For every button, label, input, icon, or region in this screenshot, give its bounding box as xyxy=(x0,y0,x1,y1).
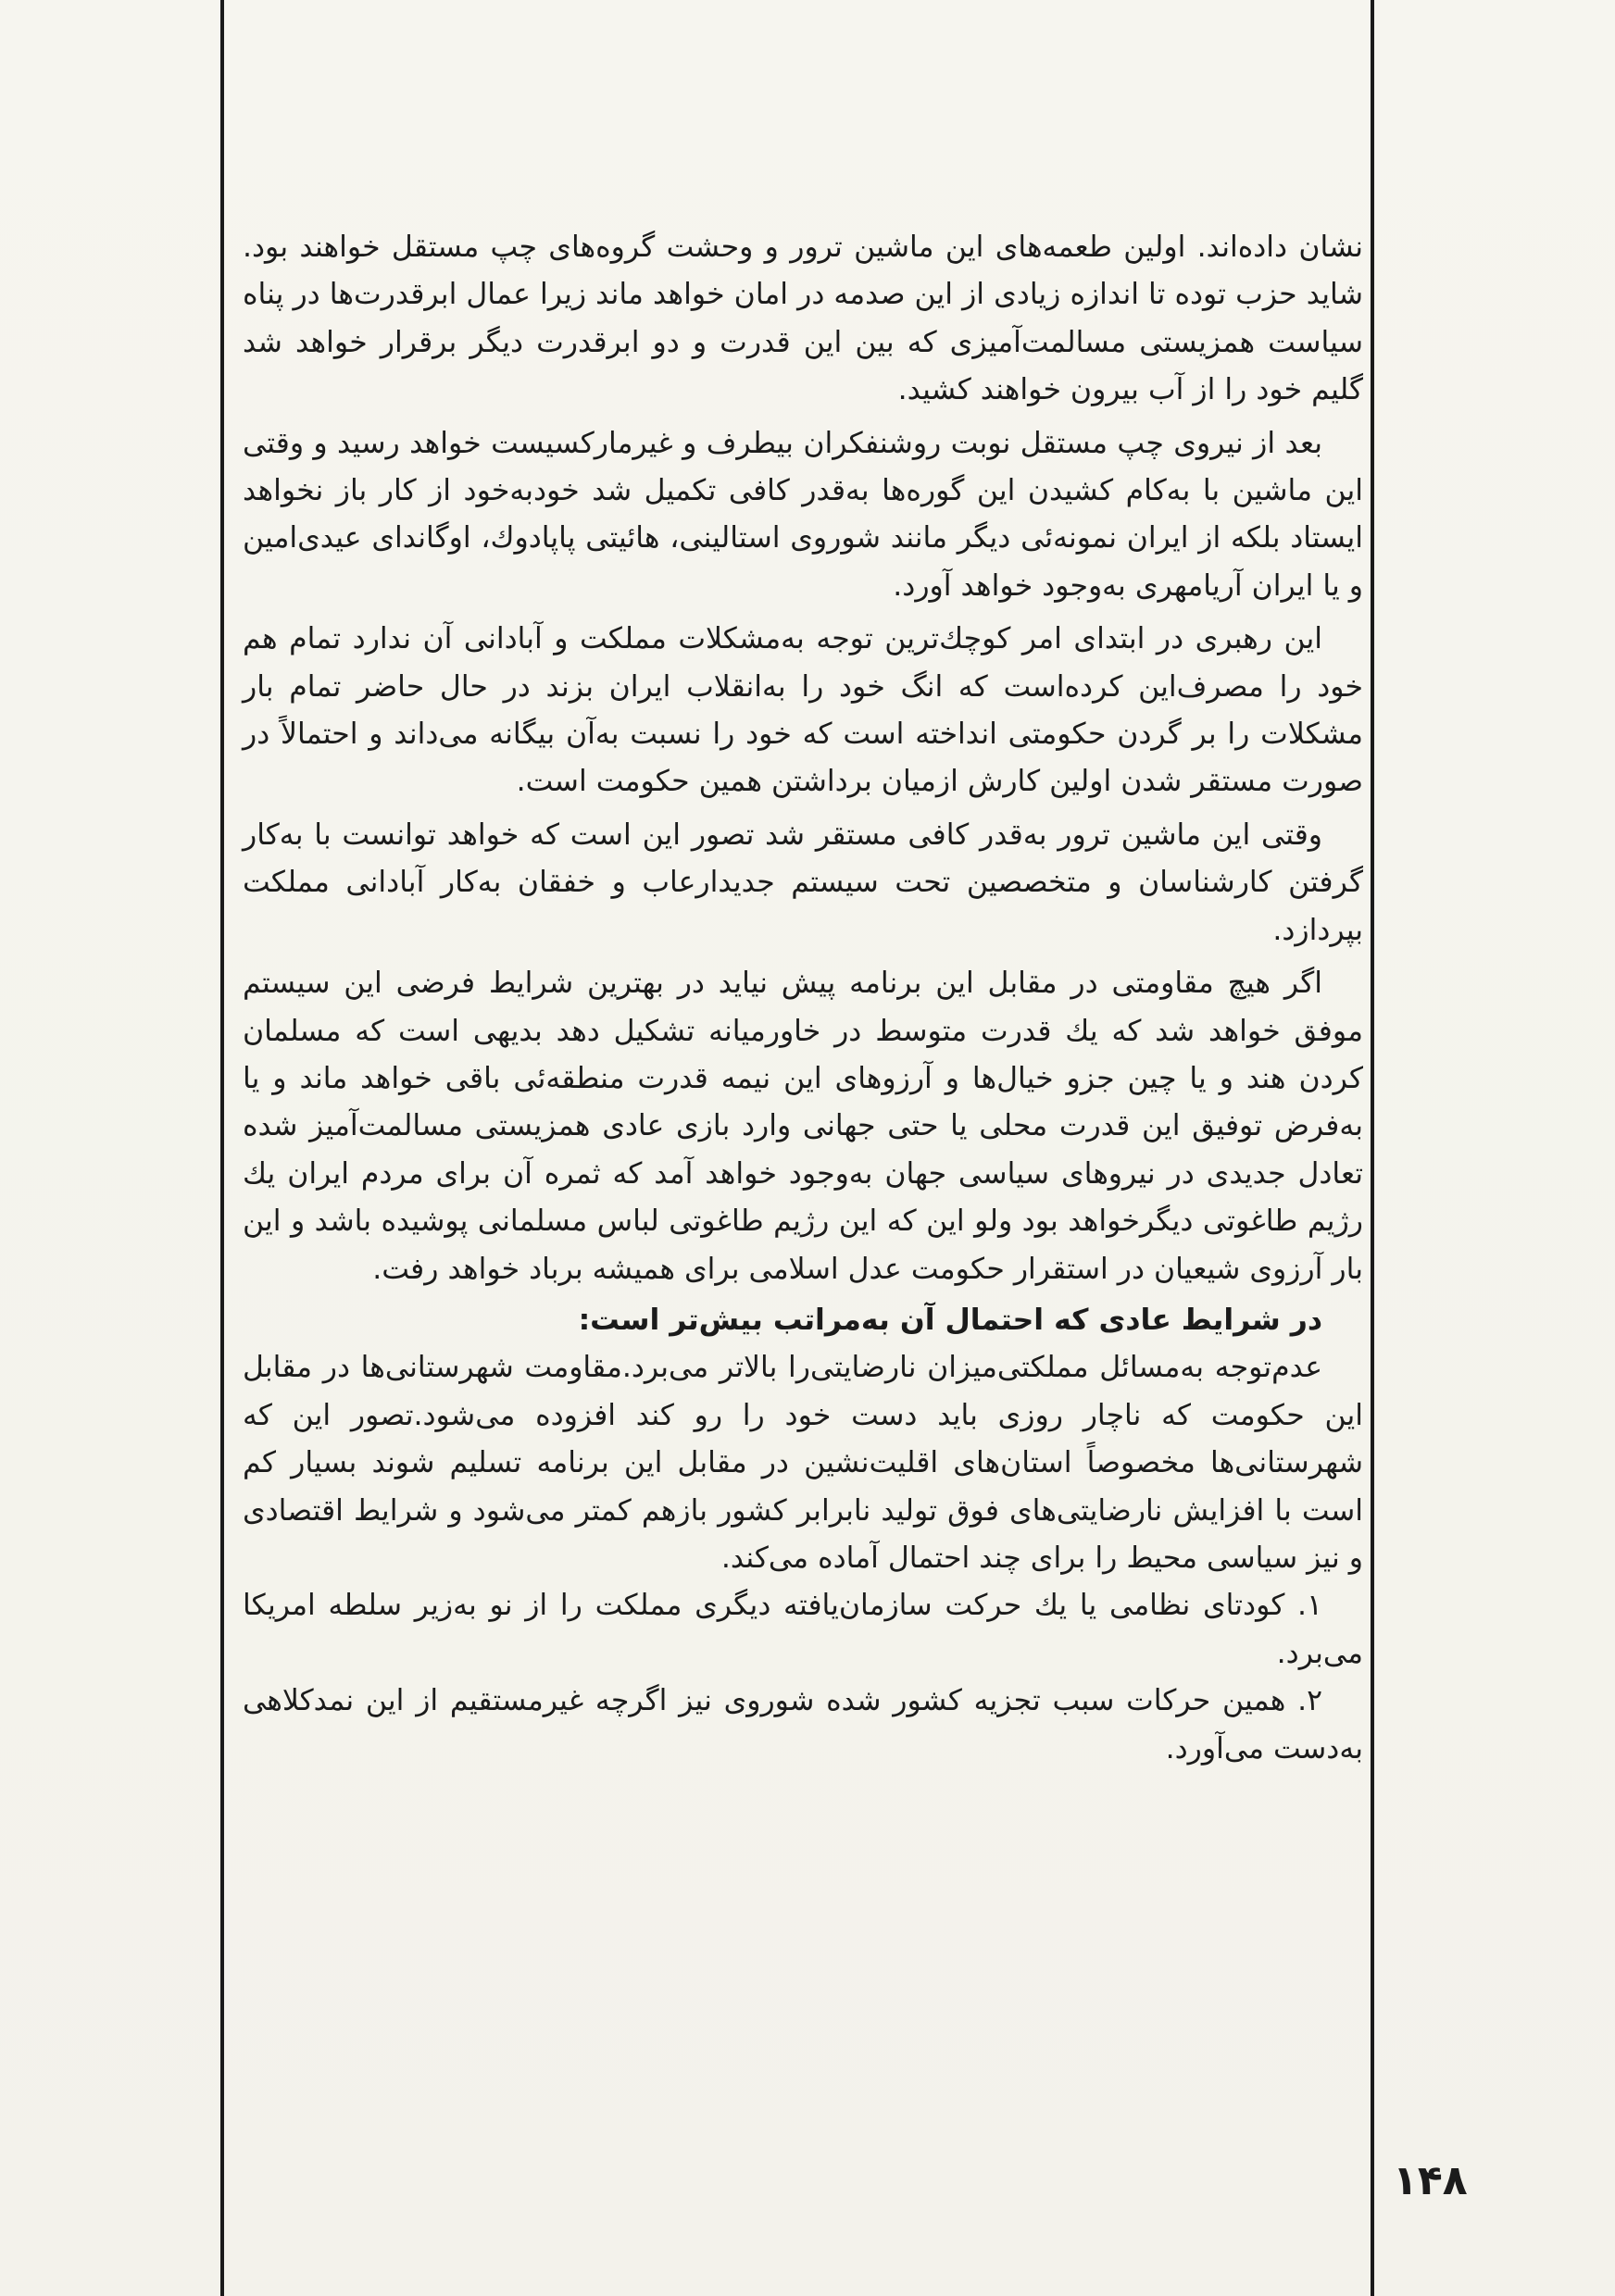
right-margin-rule xyxy=(1371,0,1374,2296)
paragraph: عدم‌توجه به‌مسائل مملکتی‌میزان نارضایتی‌را بالاتر می‌برد.مقاومت شهرستانی‌ها در مقابل این حکومت که ناچار روزی باید دست خود را رو کند افزوده می‌شود.تصور این که شهرستانی‌ها مخصوصاً استان‌های اقلیت‌نشین در مقابل این برنامه تسلیم شوند بسیار کم است با افزایش نارضایتی‌های فوق تولید نابرابر کشور بازهم کمتر می‌شود و شرایط اقتصادی و نیز سیاسی محیط را برای چند احتمال آماده می‌کند. xyxy=(243,1351,1363,1575)
paragraph: وقتی این ماشین ترور به‌قدر کافی مستقر شد تصور این است که خواهد توانست با به‌کار گرفتن کارشناسان و متخصصین تحت سیستم جدیدارعاب و خفقان به‌کار آبادانی مملکت بپردازد. xyxy=(243,817,1363,947)
paragraph: بعد از نیروی چپ مستقل نوبت روشنفکران بیطرف و غیرمارکسیست خواهد رسید و وقتی این ماشین با به‌کام کشیدن این گوره‌ها به‌قدر کافی تکمیل شد خودبه‌خود از کار باز نخواهد ایستاد بلکه از ایران نمونه‌ئی دیگر مانند شوروی استالینی، هائیتی پاپادوك، اوگاندای عیدی‌امین و یا ایران آریامهری به‌وجود خواهد آورد. xyxy=(243,426,1363,603)
body-text xyxy=(243,224,1363,1773)
paragraph: اگر هیچ مقاومتی در مقابل این برنامه پیش نیاید در بهترین شرایط فرضی این سیستم موفق خواهد شد که یك قدرت متوسط در خاورمیانه تشکیل دهد بدیهی است که مسلمان کردن هند و یا چین جزو خیال‌ها و آرزوهای این نیمه قدرت منطقه‌ئی باقی خواهد ماند و یا به‌فرض توفیق این قدرت محلی یا حتی جهانی وارد بازی عادی همزیستی مسالمت‌آمیز شده تعادل جدیدی در نیروهای سیاسی جهان به‌وجود خواهد آمد که ثمره آن برای مردم ایران یك رژیم طاغوتی دیگرخواهد بود ولو این که این رژیم طاغوتی لباس مسلمانی پوشیده باشد و این بار آرزوی شیعیان در استقرار حکومت عدل اسلامی برای همیشه برباد خواهد رفت. xyxy=(243,967,1363,1286)
numbered-item: ۱. کودتای نظامی یا یك حرکت سازمان‌یافته دیگری مملکت را از نو به‌زیر سلطه امریکا می‌برد. xyxy=(243,1589,1363,1670)
left-margin-rule xyxy=(220,0,224,2296)
numbered-item: ۲. همین حرکات سبب تجزیه کشور شده شوروی نیز اگرچه غیرمستقیم از این نمدکلاهی به‌دست می‌آورد. xyxy=(243,1684,1363,1766)
page-number: ۱۴۸ xyxy=(1393,2157,1468,2204)
paragraph: این رهبری در ابتدای امر کوچك‌ترین توجه به‌مشکلات مملکت و آبادانی آن ندارد تمام هم خود را مصرف‌این کرده‌است که انگ خود را به‌انقلاب ایران بزند در حال حاضر تمام بار مشکلات را بر گردن حکومتی انداخته است که خود را نسبت به‌آن بیگانه می‌داند و احتمالاً در صورت مستقر شدن اولین کارش ازمیان برداشتن همین حکومت است. xyxy=(243,622,1363,799)
paragraph: نشان داده‌اند. اولین طعمه‌های این ماشین ترور و وحشت گروه‌های چپ مستقل خواهند بود. شاید حزب توده تا اندازه زیادی از این صدمه در امان خواهد ماند زیرا عمال ابرقدرت‌ها در پناه سیاست همزیستی مسالمت‌آمیزی که بین این قدرت و دو ابرقدرت دیگر برقرار خواهد شد گلیم خود را از آب بیرون خواهند کشید. xyxy=(243,231,1363,407)
section-subheading: در شرایط عادی که احتمال آن به‌مراتب بیش‌تر است: xyxy=(578,1303,1322,1337)
